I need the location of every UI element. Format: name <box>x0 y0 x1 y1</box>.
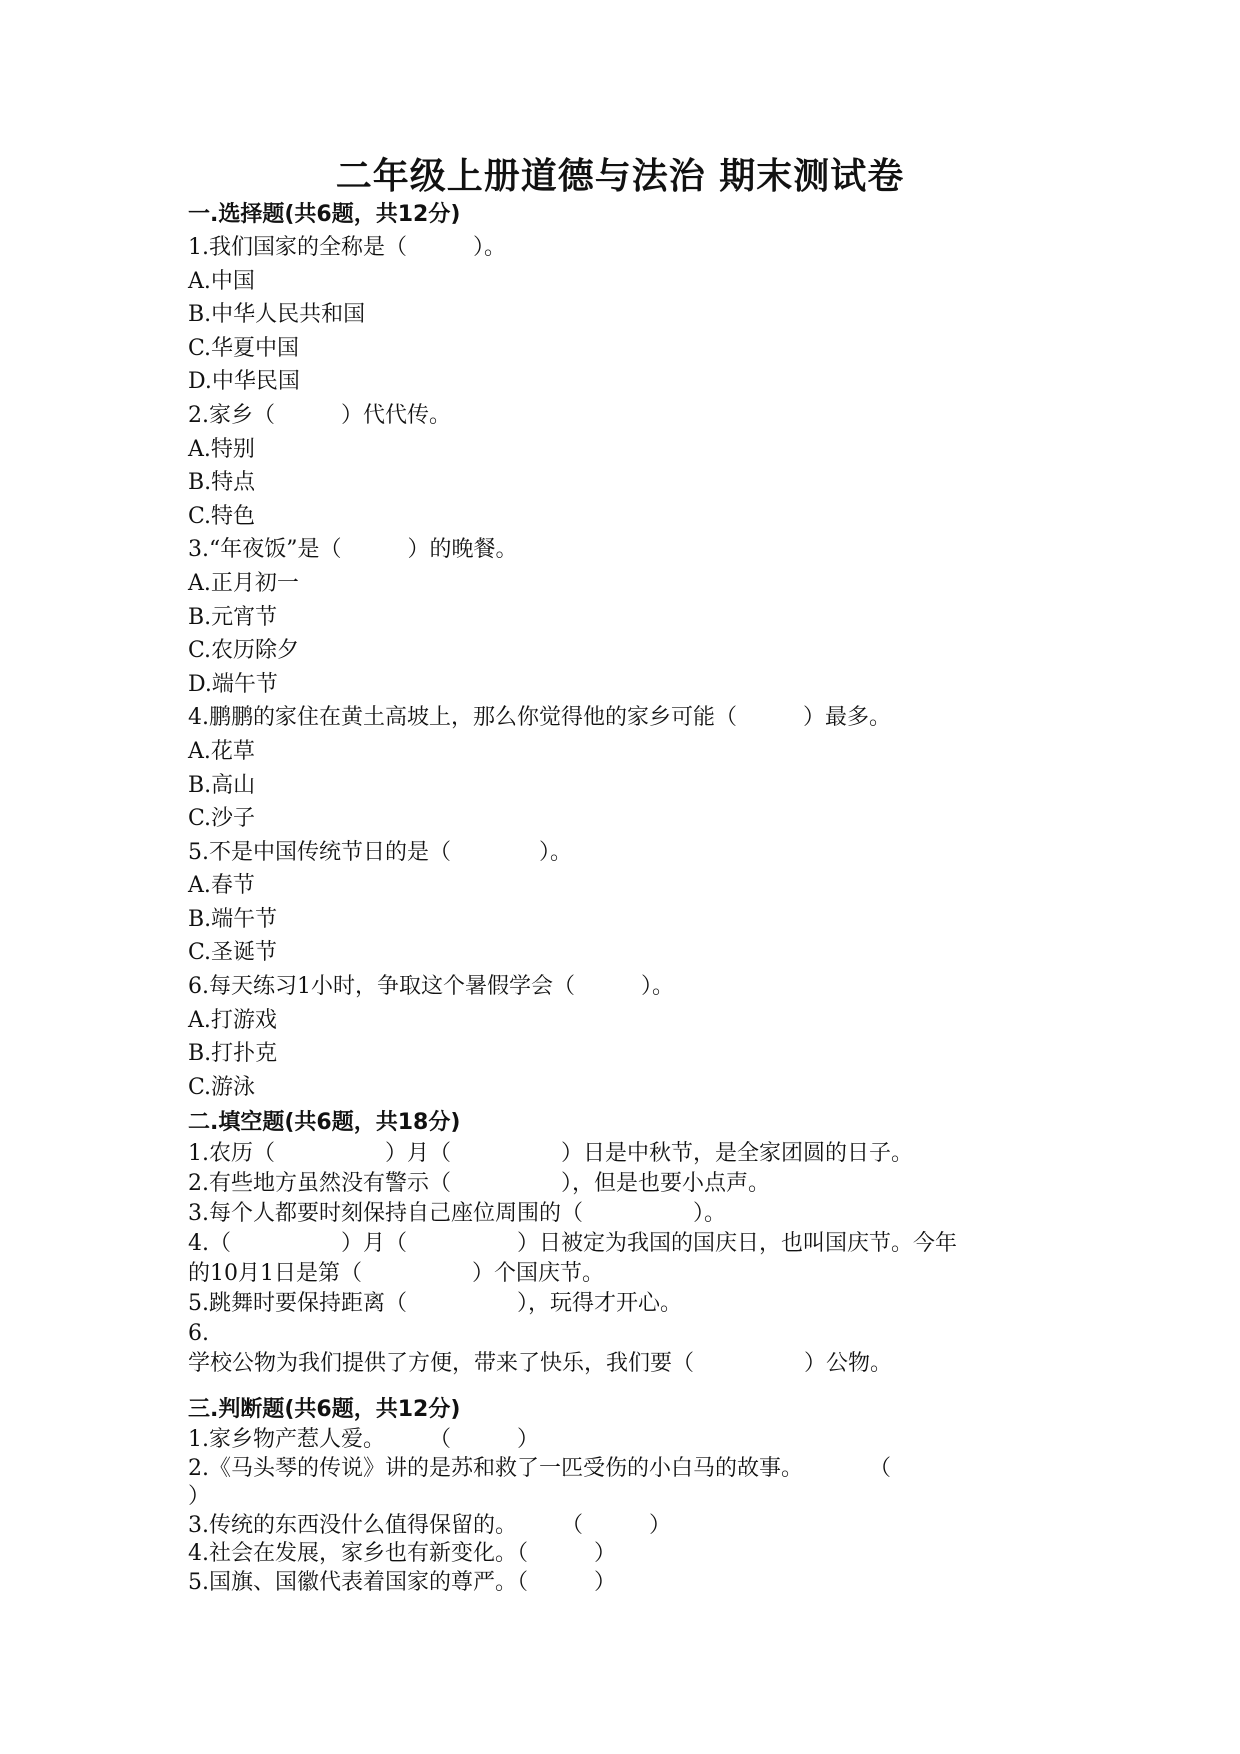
question-line: 学校公物为我们提供了方便，带来了快乐，我们要（ ）公物。 <box>188 1351 893 1377</box>
question-line: C.游泳 <box>188 1074 256 1100</box>
question-line: C.圣诞节 <box>188 940 278 966</box>
question-line: B.元宵节 <box>188 604 278 630</box>
question-line: 2.《马头琴的传说》讲的是苏和救了一匹受伤的小白马的故事。 （ <box>188 1455 891 1481</box>
question-line: 4.鹏鹏的家住在黄土高坡上，那么你觉得他的家乡可能（ ）最多。 <box>188 705 891 731</box>
question-line: 3.“年夜饭”是（ ）的晚餐。 <box>188 537 518 563</box>
fill-question-list <box>188 1139 1068 1379</box>
judge-question-list <box>188 1426 1068 1597</box>
question-line: 2.家乡（ ）代代传。 <box>188 402 451 428</box>
question-line: B.高山 <box>188 772 256 798</box>
question-line: 6.每天练习1小时，争取这个暑假学会（ ）。 <box>188 974 674 1000</box>
question-line: B.中华人民共和国 <box>188 302 366 328</box>
question-line: A.正月初一 <box>188 570 299 596</box>
question-line: 6. <box>188 1321 209 1347</box>
question-line: D.端午节 <box>188 671 278 697</box>
question-line: ） <box>188 1484 211 1510</box>
question-line: 4.社会在发展，家乡也有新变化。（ ） <box>188 1541 616 1567</box>
question-line: A.打游戏 <box>188 1007 277 1033</box>
section-heading-choice: 一.选择题(共6题，共12分) <box>188 202 461 227</box>
page-title: 二年级上册道德与法治 期末测试卷 <box>335 155 905 197</box>
question-line: 的10月1日是第（ ）个国庆节。 <box>188 1261 604 1287</box>
question-line: A.春节 <box>188 873 255 899</box>
question-line: 1.家乡物产惹人爱。 （ ） <box>188 1427 539 1453</box>
question-line: C.华夏中国 <box>188 335 300 361</box>
section-heading-judge: 三.判断题(共6题，共12分) <box>188 1397 461 1423</box>
question-line: A.特别 <box>188 436 255 462</box>
question-line: 5.不是中国传统节日的是（ ）。 <box>188 839 572 865</box>
question-line: 5.国旗、国徽代表着国家的尊严。（ ） <box>188 1569 616 1595</box>
question-line: 1.农历（ ）月（ ）日是中秋节，是全家团圆的日子。 <box>188 1141 913 1167</box>
question-line: 4.（ ）月（ ）日被定为我国的国庆日，也叫国庆节。今年 <box>188 1231 957 1257</box>
question-line: C.沙子 <box>188 806 256 832</box>
question-line: 3.每个人都要时刻保持自己座位周围的（ ）。 <box>188 1201 726 1227</box>
choice-question-list <box>188 231 1068 1104</box>
question-line: B.特点 <box>188 470 256 496</box>
question-line: B.端午节 <box>188 906 278 932</box>
question-line: B.打扑克 <box>188 1041 278 1067</box>
question-line: 2.有些地方虽然没有警示（ ），但是也要小点声。 <box>188 1171 770 1197</box>
question-line: A.中国 <box>188 268 255 294</box>
question-line: A.花草 <box>188 738 255 764</box>
question-line: 5.跳舞时要保持距离（ ），玩得才开心。 <box>188 1291 682 1317</box>
exam-content <box>188 198 1068 1597</box>
question-line: 1.我们国家的全称是（ ）。 <box>188 235 506 260</box>
question-line: C.农历除夕 <box>188 638 300 664</box>
question-line: 3.传统的东西没什么值得保留的。 （ ） <box>188 1512 671 1538</box>
question-line: D.中华民国 <box>188 369 300 395</box>
section-heading-fill: 二.填空题(共6题，共18分) <box>188 1110 461 1136</box>
question-line: C.特色 <box>188 503 256 529</box>
